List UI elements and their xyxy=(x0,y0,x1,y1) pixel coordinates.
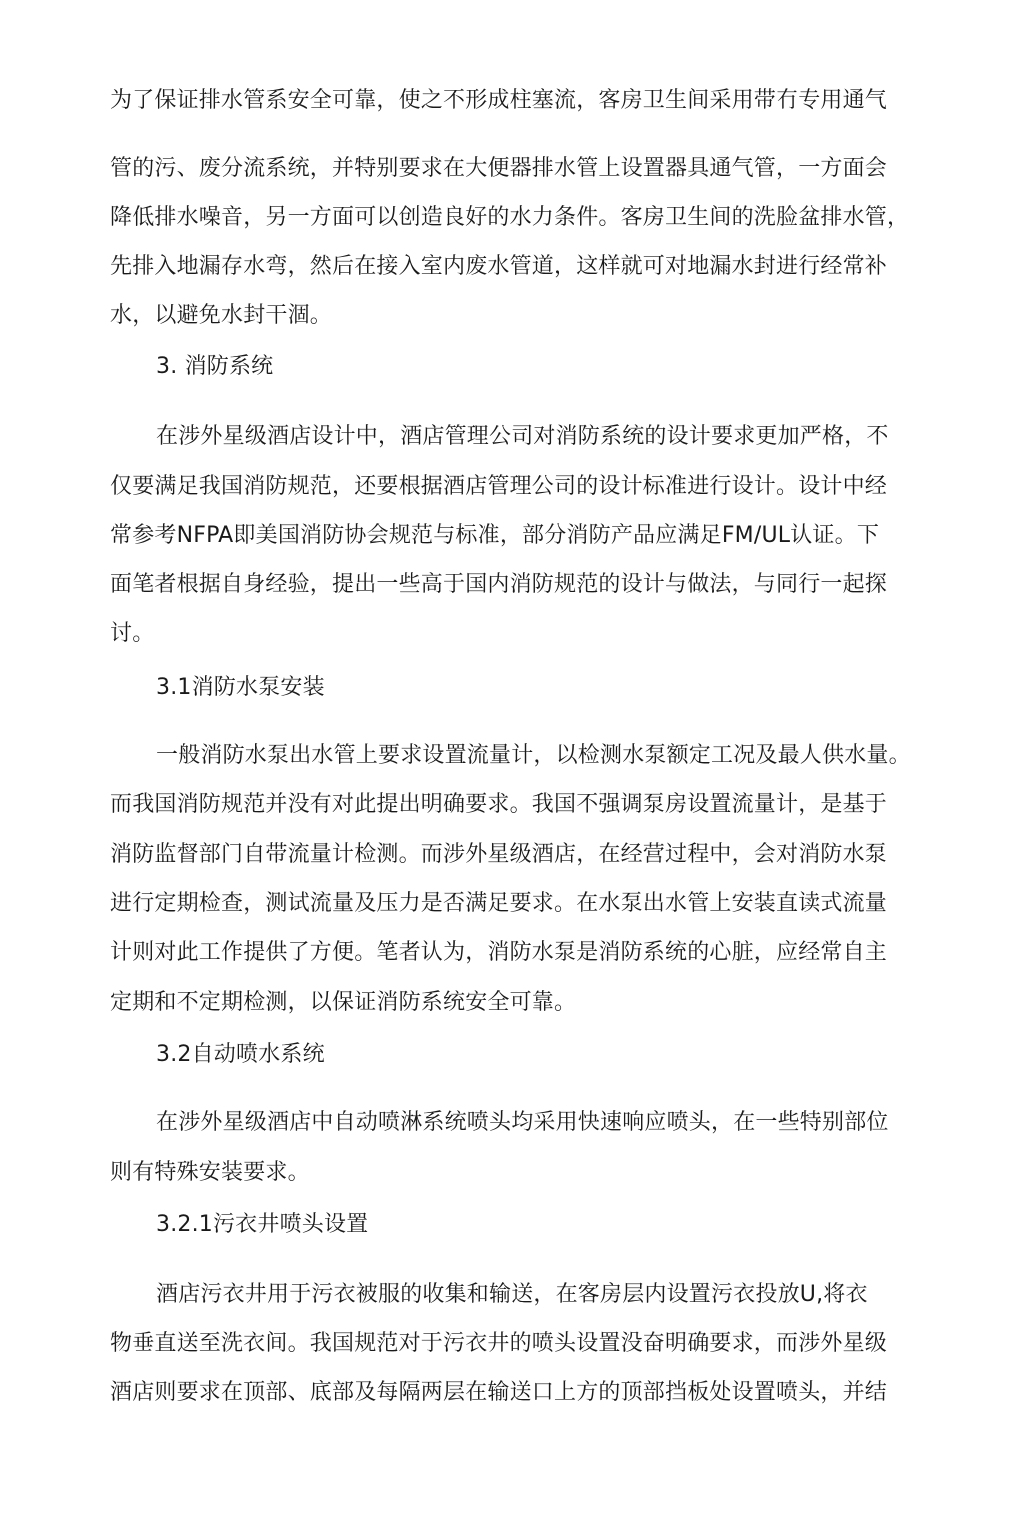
section-heading: 3. 消防系统 xyxy=(156,354,274,379)
text-line: 消防监督部门自带流量计检测。而涉外星级酒店，在经营过程中，会对消防水泵 xyxy=(110,842,888,867)
text-line: 酒店则要求在顶部、底部及每隔两层在输送口上方的顶部挡板处设置喷头，并结 xyxy=(110,1380,888,1405)
text-line: 一般消防水泵出水管上要求设置流量计，以检测水泵额定工况及最人供水量。 xyxy=(156,743,911,768)
text-line: 降低排水噪音，另一方面可以创造良好的水力条件。客房卫生间的洗脸盆排水管， xyxy=(110,205,910,230)
section-heading: 3.2自动喷水系统 xyxy=(156,1042,325,1067)
section-heading: 3.2.1污衣井喷头设置 xyxy=(156,1212,369,1237)
section-heading: 3.1消防水泵安装 xyxy=(156,675,325,700)
text-line: 在涉外星级酒店设计中，酒店管理公司对消防系统的设计要求更加严格，不 xyxy=(156,424,889,449)
text-line: 进行定期检查，测试流量及压力是否满足要求。在水泵出水管上安装直读式流量 xyxy=(110,891,888,916)
text-line: 管的污、废分流系统，并特别要求在大便器排水管上设置器具通气管，一方面会 xyxy=(110,156,888,181)
text-line: 在涉外星级酒店中自动喷淋系统喷头均采用快速响应喷头，在一些特别部位 xyxy=(156,1110,889,1135)
text-line: 常参考NFPA即美国消防协会规范与标准，部分消防产品应满足FM/UL认证。下 xyxy=(110,523,880,548)
text-line: 定期和不定期检测，以保证消防系统安全可靠。 xyxy=(110,990,577,1015)
text-line: 仅要满足我国消防规范，还要根据酒店管理公司的设计标准进行设计。设计中经 xyxy=(110,474,888,499)
text-line: 讨。 xyxy=(110,621,155,646)
text-line: 物垂直送至洗衣间。我国规范对于污衣井的喷头设置没奋明确要求，而涉外星级 xyxy=(110,1331,888,1356)
text-line: 而我国消防规范并没有对此提出明确要求。我国不强调泵房设置流量计，是基于 xyxy=(110,792,888,817)
text-line: 为了保证排水管系安全可靠，使之不形成柱塞流，客房卫生间采用带冇专用通气 xyxy=(110,88,888,113)
text-line: 计则对此工作提供了方便。笔者认为，消防水泵是消防系统的心脏，应经常自主 xyxy=(110,940,888,965)
text-line: 则有特殊安装要求。 xyxy=(110,1160,310,1185)
text-line: 水，以避免水封干涸。 xyxy=(110,303,333,328)
text-line: 酒店污衣井用于污衣被服的收集和输送，在客房层内设置污衣投放U,将衣 xyxy=(156,1282,868,1307)
text-line: 面笔者根据自身经验，提出一些高于国内消防规范的设计与做法，与同行一起探 xyxy=(110,572,888,597)
text-line: 先排入地漏存水弯，然后在接入室内废水管道，这样就可对地漏水封进行经常补 xyxy=(110,254,888,279)
